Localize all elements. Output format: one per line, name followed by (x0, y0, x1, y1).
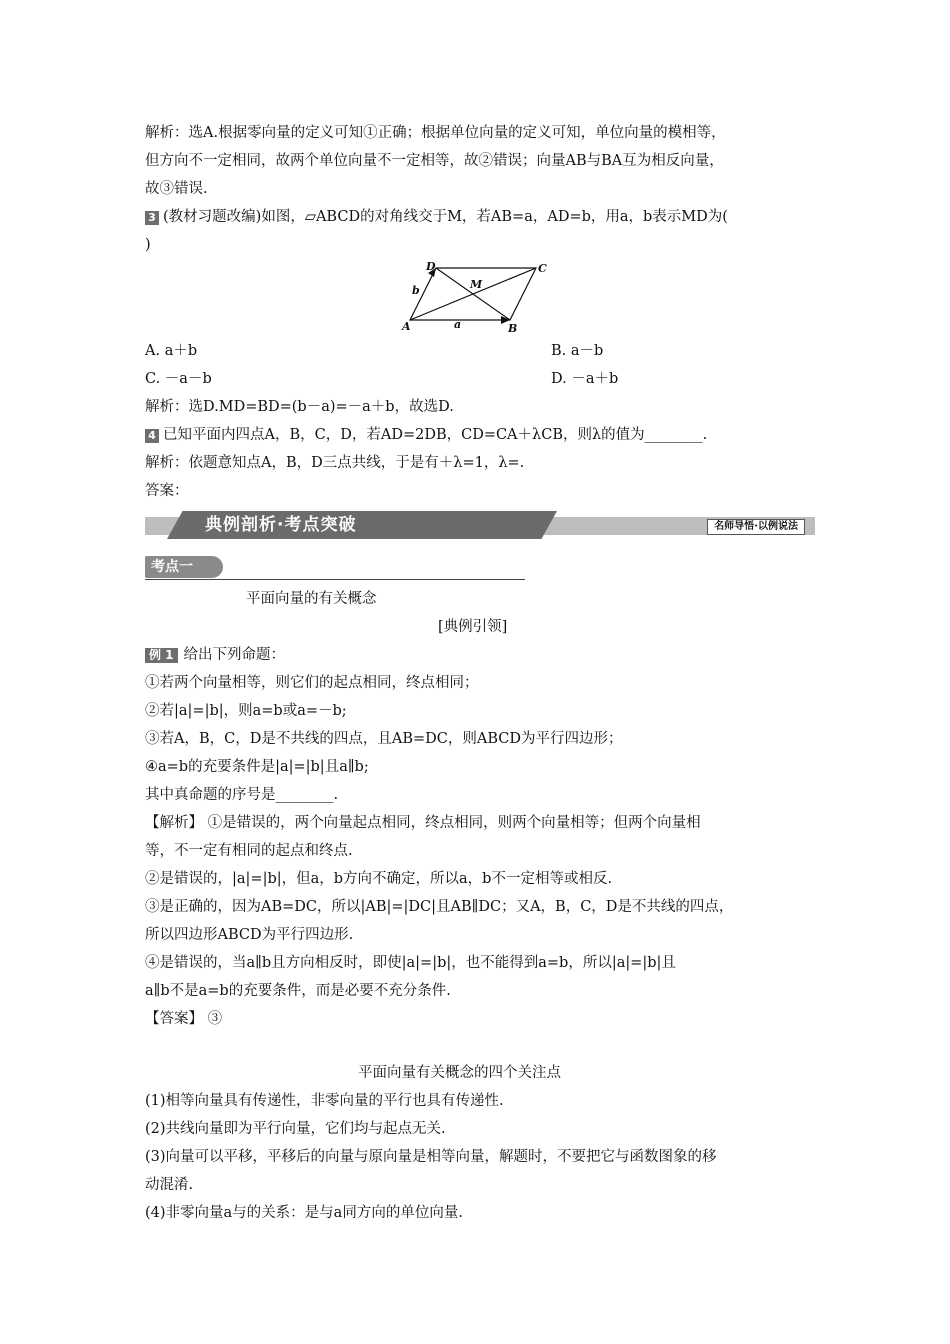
notes-title: 平面向量有关概念的四个关注点 (358, 1065, 561, 1081)
option-c: C. －a－b (145, 371, 212, 387)
label-vec-b: b (412, 284, 420, 297)
question-4 (145, 421, 813, 449)
question-3-text: (教材习题改编)如图，▱ABCD的对角线交于M，若AB=a，AD=b，用a，b表示MD为( (163, 209, 728, 225)
label-m: M (470, 278, 483, 291)
proposition-2: ②若|a|=|b|，则a=b或a=－b; (145, 703, 347, 719)
analysis-line-3: 故③错误. (145, 181, 208, 197)
parallelogram-figure (398, 258, 558, 338)
question-4-analysis: 解析：依题意知点A，B，D三点共线，于是有＋λ=1，λ=. (145, 455, 525, 471)
proposition-3: ③若A，B，C，D是不共线的四点，且AB=DC，则ABCD为平行四边形； (145, 731, 623, 747)
example-intro-text: 给出下列命题： (183, 647, 286, 663)
option-b: B. a－b (551, 343, 604, 359)
option-a: A. a＋b (145, 343, 198, 359)
note-2: (2)共线向量即为平行向量，它们均与起点无关. (145, 1121, 446, 1137)
solution-3b: 所以四边形ABCD为平行四边形. (145, 927, 354, 943)
question-number-badge: 3 (145, 211, 159, 225)
banner-title: 典例剖析·考点突破 (205, 515, 357, 535)
solution-1a: 【解析】 ①是错误的，两个向量起点相同，终点相同，则两个向量相等；但两个向量相 (145, 815, 701, 831)
label-b: B (508, 322, 518, 335)
kaodian-underline (145, 579, 525, 580)
section-banner (145, 511, 815, 539)
example-answer: 【答案】 ③ (145, 1011, 223, 1027)
question-4-text: 已知平面内四点A，B，C，D，若AD=2DB，CD=CA＋λCB，则λ的值为________. (163, 427, 708, 443)
solution-4a: ④是错误的，当a∥b且方向相反时，即使|a|=|b|，也不能得到a=b，所以|a|=|b|且 (145, 955, 676, 971)
analysis-line-2: 但方向不一定相同，故两个单位向量不一定相等，故②错误；向量AB与BA互为相反向量， (145, 153, 724, 169)
question-4-answer: 答案： (145, 483, 189, 499)
example-intro (145, 641, 813, 669)
label-a: A (402, 320, 411, 333)
diagonal-db (436, 268, 510, 320)
proposition-1: ①若两个向量相等，则它们的起点相同，终点相同； (145, 675, 479, 691)
solution-1b: 等，不一定有相同的起点和终点. (145, 843, 353, 859)
banner-right-label: 名师导悟·以例说法 (707, 519, 805, 535)
solution-2: ②是错误的，|a|=|b|，但a，b方向不确定，所以a，b不一定相等或相反. (145, 871, 613, 887)
section-title: 平面向量的有关概念 (246, 591, 377, 607)
option-d: D. －a＋b (551, 371, 619, 387)
note-3a: (3)向量可以平移，平移后的向量与原向量是相等向量，解题时，不要把它与函数图象的移 (145, 1149, 717, 1165)
solution-4b: a∥b不是a=b的充要条件，而是必要不充分条件. (145, 983, 451, 999)
note-1: (1)相等向量具有传递性，非零向量的平行也具有传递性. (145, 1093, 504, 1109)
question-3-analysis: 解析：选D.MD=BD=(b－a)=－a＋b，故选D. (145, 399, 454, 415)
example-question: 其中真命题的序号是________. (145, 787, 339, 803)
label-vec-a: a (454, 318, 462, 331)
solution-3a: ③是正确的，因为AB=DC，所以|AB|=|DC|且AB∥DC；又A，B，C，D是不共线的四点， (145, 899, 734, 915)
example-badge: 例 1 (145, 648, 178, 663)
question-3-bracket: ) (145, 237, 151, 253)
note-3b: 动混淆. (145, 1177, 194, 1193)
analysis-line-1: 解析：选A.根据零向量的定义可知①正确；根据单位向量的定义可知，单位向量的模相等， (145, 125, 726, 141)
label-d: D (426, 260, 436, 273)
question-3 (145, 203, 813, 231)
label-c: C (538, 262, 547, 275)
question-number-badge: 4 (145, 429, 159, 443)
note-4: (4)非零向量a与的关系：是与a同方向的单位向量. (145, 1205, 463, 1221)
kaodian-tag: 考点一 (145, 556, 223, 578)
proposition-4: ④a=b的充要条件是|a|=|b|且a∥b; (145, 759, 369, 775)
example-subtitle: [典例引领] (438, 619, 508, 635)
